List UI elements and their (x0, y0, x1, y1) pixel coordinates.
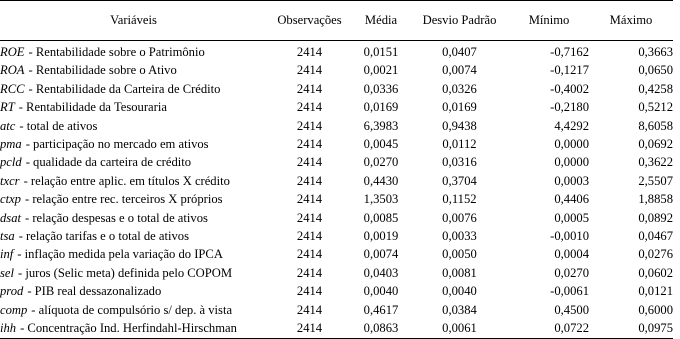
min-cell: -0,0010 (550, 229, 589, 244)
variable-description: - relação tarifas e o total de ativos (18, 229, 189, 244)
std-dev-cell: 0,1152 (442, 192, 477, 207)
table-row (0, 319, 673, 338)
min-cell: 0,0000 (554, 137, 589, 152)
variable-code: inf (0, 247, 14, 262)
observations-cell: 2414 (296, 265, 323, 280)
variable-code: comp (0, 302, 28, 317)
variable-cell (0, 41, 267, 62)
max-cell: 8,6058 (638, 118, 673, 133)
observations-cell: 2414 (296, 81, 323, 96)
header-variables: Variáveis (110, 13, 157, 27)
table-row (0, 245, 673, 263)
variable-cell (0, 319, 267, 338)
header-std-dev: Desvio Padrão (422, 13, 497, 27)
max-cell: 1,8858 (638, 192, 673, 207)
variable-description: - Rentabilidade sobre o Patrimônio (28, 45, 205, 59)
std-dev-cell: 0,0326 (442, 81, 477, 96)
variable-description: - relação despesas e o total de ativos (25, 210, 208, 225)
mean-cell: 0,0151 (363, 45, 399, 59)
max-cell: 0,0121 (638, 284, 673, 299)
std-dev-cell: 0,0407 (442, 45, 477, 59)
max-cell: 0,6000 (638, 302, 673, 317)
variable-description: - total de ativos (19, 118, 98, 133)
std-dev-cell: 0,0040 (442, 284, 477, 299)
variable-cell (0, 61, 267, 79)
table-row (0, 61, 673, 79)
header-max: Máximo (609, 13, 653, 27)
max-cell: 0,0650 (638, 63, 673, 78)
max-cell: 0,0602 (638, 265, 673, 280)
std-dev-cell: 0,0169 (442, 100, 477, 115)
table-row (0, 98, 673, 116)
variable-description: - Rentabilidade da Carteira de Crédito (28, 81, 221, 96)
observations-cell: 2414 (296, 100, 323, 115)
mean-cell: 0,0403 (363, 265, 399, 280)
table-row (0, 264, 673, 282)
variable-description: - juros (Selic meta) definida pelo COPOM (18, 265, 233, 280)
header-row (0, 1, 673, 41)
min-cell: -0,1217 (550, 63, 589, 78)
table-row (0, 209, 673, 227)
variable-cell (0, 282, 267, 300)
max-cell: 0,0975 (638, 321, 673, 336)
variable-code: sel (0, 265, 14, 280)
observations-cell: 2414 (296, 137, 323, 152)
variable-code: dsat (0, 210, 21, 225)
table-header (0, 1, 673, 41)
variable-code: RT (0, 100, 15, 115)
variable-description: - Concentração Ind. Herfindahl-Hirschman (20, 321, 237, 336)
min-cell: -0,7162 (550, 45, 589, 59)
observations-cell: 2414 (296, 321, 323, 336)
variable-cell (0, 153, 267, 171)
variable-description: - relação entre rec. terceiros X próprios (24, 192, 223, 207)
variable-code: pcld (0, 155, 22, 170)
observations-cell: 2414 (296, 155, 323, 170)
mean-cell: 6,3983 (363, 118, 399, 133)
header-mean: Média (364, 13, 398, 27)
mean-cell: 0,4617 (363, 302, 399, 317)
header-observations: Observações (277, 13, 342, 27)
variable-description: - inflação medida pela variação do IPCA (17, 247, 223, 262)
min-cell: -0,4002 (550, 81, 589, 96)
variable-cell (0, 209, 267, 227)
observations-cell: 2414 (296, 63, 323, 78)
header-min: Mínimo (528, 13, 570, 27)
variable-code: RCC (0, 81, 25, 96)
table-row (0, 80, 673, 98)
table-row (0, 301, 673, 319)
std-dev-cell: 0,0050 (442, 247, 477, 262)
variable-description: - Rentabilidade da Tesouraria (18, 100, 167, 115)
table-row (0, 117, 673, 135)
std-dev-cell: 0,0316 (442, 155, 477, 170)
variable-code: ROE (0, 45, 25, 59)
std-dev-cell: 0,0061 (442, 321, 477, 336)
variable-cell (0, 301, 267, 319)
mean-cell: 0,4430 (363, 173, 399, 188)
max-cell: 0,3622 (638, 155, 673, 170)
mean-cell: 0,0021 (363, 63, 399, 78)
std-dev-cell: 0,0384 (442, 302, 477, 317)
variable-code: prod (0, 284, 24, 299)
mean-cell: 0,0045 (363, 137, 399, 152)
variable-code: ROA (0, 63, 25, 78)
min-cell: 0,4500 (554, 302, 589, 317)
variable-cell (0, 190, 267, 208)
max-cell: 2,5507 (638, 173, 673, 188)
variable-code: ctxp (0, 192, 21, 207)
max-cell: 0,0892 (638, 210, 673, 225)
std-dev-cell: 0,9438 (442, 118, 477, 133)
variable-cell (0, 135, 267, 153)
observations-cell: 2414 (296, 210, 323, 225)
min-cell: 0,0722 (554, 321, 589, 336)
variable-code: txcr (0, 173, 20, 188)
variable-description: - PIB real dessazonalizado (27, 284, 162, 299)
table-row (0, 172, 673, 190)
std-dev-cell: 0,0033 (442, 229, 477, 244)
variable-cell (0, 98, 267, 116)
min-cell: 0,0005 (554, 210, 589, 225)
table-body (0, 41, 673, 339)
variable-code: atc (0, 118, 16, 133)
observations-cell: 2414 (296, 173, 323, 188)
variable-description: - participação no mercado em ativos (25, 137, 209, 152)
max-cell: 0,3663 (638, 45, 673, 59)
std-dev-cell: 0,0081 (442, 265, 477, 280)
variable-description: - alíquota de compulsório s/ dep. à vista (31, 302, 233, 317)
observations-cell: 2414 (296, 229, 323, 244)
variable-cell (0, 117, 267, 135)
observations-cell: 2414 (296, 247, 323, 262)
mean-cell: 0,0270 (363, 155, 399, 170)
min-cell: -0,0061 (550, 284, 589, 299)
mean-cell: 0,0074 (363, 247, 399, 262)
max-cell: 0,4258 (638, 81, 673, 96)
variable-cell (0, 172, 267, 190)
std-dev-cell: 0,0076 (442, 210, 477, 225)
min-cell: 0,0270 (554, 265, 589, 280)
std-dev-cell: 0,0112 (442, 137, 477, 152)
max-cell: 0,0467 (638, 229, 673, 244)
min-cell: 4,4292 (554, 118, 589, 133)
variable-cell (0, 227, 267, 245)
std-dev-cell: 0,0074 (442, 63, 477, 78)
variable-description: - qualidade da carteira de crédito (25, 155, 192, 170)
min-cell: -0,2180 (550, 100, 589, 115)
max-cell: 0,0276 (638, 247, 673, 262)
table-row (0, 227, 673, 245)
variable-cell (0, 245, 267, 263)
variable-code: pma (0, 137, 22, 152)
observations-cell: 2414 (296, 284, 323, 299)
observations-cell: 2414 (296, 118, 323, 133)
max-cell: 0,0692 (638, 137, 673, 152)
mean-cell: 0,0863 (363, 321, 399, 336)
variable-cell (0, 80, 267, 98)
max-cell: 0,5212 (638, 100, 673, 115)
variable-description: - Rentabilidade sobre o Ativo (28, 63, 177, 78)
observations-cell: 2414 (296, 192, 323, 207)
min-cell: 0,0004 (554, 247, 589, 262)
table-row (0, 153, 673, 171)
table-row (0, 41, 673, 62)
variable-cell (0, 264, 267, 282)
observations-cell: 2414 (296, 45, 323, 59)
mean-cell: 0,0040 (363, 284, 399, 299)
min-cell: 0,0003 (554, 173, 589, 188)
variable-code: tsa (0, 229, 15, 244)
table-row (0, 282, 673, 300)
mean-cell: 0,0336 (363, 81, 399, 96)
mean-cell: 0,0085 (363, 210, 399, 225)
variable-code: ihh (0, 321, 17, 336)
table-row (0, 135, 673, 153)
mean-cell: 0,0019 (363, 229, 399, 244)
variable-description: - relação entre aplic. em títulos X crédito (23, 173, 230, 188)
mean-cell: 0,0169 (363, 100, 399, 115)
table-row (0, 190, 673, 208)
min-cell: 0,0000 (554, 155, 589, 170)
mean-cell: 1,3503 (363, 192, 399, 207)
min-cell: 0,4406 (554, 192, 589, 207)
std-dev-cell: 0,3704 (442, 173, 477, 188)
observations-cell: 2414 (296, 302, 323, 317)
